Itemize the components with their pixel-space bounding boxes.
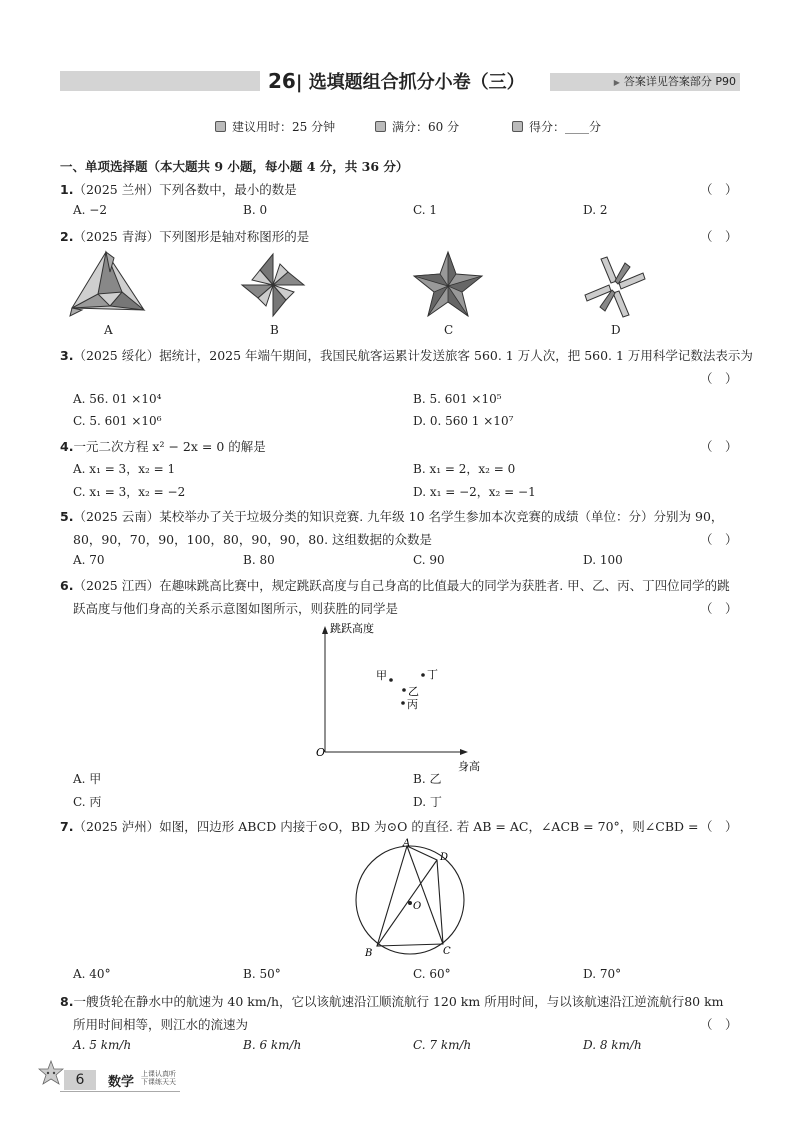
- answer-paren: （ ）: [700, 439, 738, 454]
- figure-label-c: C: [444, 323, 454, 337]
- figure-c: [412, 250, 484, 318]
- option-d: D. 0. 560 1 ×10⁷: [413, 414, 514, 428]
- score-field-text: 得分：____分: [529, 120, 602, 134]
- score-icon: [375, 121, 386, 132]
- header-bar-left: [60, 71, 260, 91]
- option-b: B. 5. 601 ×10⁵: [413, 392, 502, 406]
- question-6-line2: 跃高度与他们身高的关系示意图如图所示，则获胜的同学是: [73, 601, 399, 616]
- y-axis-arrow: [322, 626, 328, 634]
- option-c: C. 丙: [73, 795, 102, 809]
- answer-paren: （ ）: [700, 371, 738, 386]
- question-text: （2025 泸州）如图，四边形 ABCD 内接于⊙O，BD 为⊙O 的直径. 若 AB = AC，∠ACB = 70°，则∠CBD =: [73, 819, 699, 834]
- point-ding: [421, 673, 425, 677]
- question-text: （2025 兰州）下列各数中，最小的数是: [73, 182, 297, 197]
- point-jia-label: 甲: [376, 669, 387, 682]
- question-8-line2: 所用时间相等，则江水的流速为: [73, 1017, 249, 1032]
- question-number: 1.: [60, 182, 74, 197]
- question-3: [60, 346, 753, 364]
- answer-paren: （ ）: [700, 819, 738, 834]
- suggested-time: [215, 118, 335, 135]
- question-8: [60, 992, 724, 1010]
- title-divider: |: [295, 72, 309, 93]
- option-b: B. 80: [243, 553, 275, 567]
- origin-label: O: [316, 746, 326, 759]
- score-field: [512, 118, 601, 135]
- answer-paren: （ ）: [700, 229, 738, 244]
- figure-b: [240, 252, 306, 318]
- title-text: 选填题组合抓分小卷（三）: [308, 72, 525, 93]
- mascot-star-icon: [38, 1060, 64, 1086]
- x-axis-label: 身高: [458, 760, 480, 773]
- page-title: [268, 68, 525, 94]
- full-score: [375, 118, 459, 135]
- triangle-icon: ▶: [613, 78, 620, 87]
- suggested-time-text: 建议用时：25 分钟: [232, 120, 336, 134]
- option-c: C. 90: [413, 553, 445, 567]
- option-b: B. 乙: [413, 772, 442, 786]
- label-a: A: [403, 838, 411, 849]
- point-yi: [402, 688, 406, 692]
- figure-d: [582, 256, 648, 318]
- label-b: B: [365, 948, 373, 959]
- question-2: [60, 227, 309, 245]
- question-number: 3.: [60, 348, 74, 363]
- answer-paren: （ ）: [700, 1017, 738, 1032]
- option-a: A. 56. 01 ×10⁴: [73, 392, 162, 406]
- option-a: A. 40°: [73, 967, 111, 981]
- unit-number: 26: [268, 69, 296, 93]
- jump-height-diagram: [300, 618, 500, 776]
- option-c: C. 60°: [413, 967, 451, 981]
- figure-label-d: D: [611, 323, 621, 337]
- figure-a: [66, 248, 150, 320]
- clock-icon: [215, 121, 226, 132]
- footer-slogan-line1: 上课认真听: [141, 1070, 176, 1078]
- question-text: （2025 青海）下列图形是轴对称图形的是: [73, 229, 310, 244]
- option-c: C. 1: [413, 203, 438, 217]
- question-5: [60, 507, 723, 525]
- point-bing: [401, 701, 405, 705]
- point-yi-label: 乙: [408, 685, 419, 698]
- question-7: [60, 817, 698, 835]
- question-number: 6.: [60, 578, 74, 593]
- footer-rule: [60, 1091, 180, 1092]
- question-5-line2: 80，90，70，90，100，80，90，90，80. 这组数据的众数是: [73, 532, 433, 547]
- option-b: B. 50°: [243, 967, 281, 981]
- subject-label: 数学: [108, 1075, 135, 1090]
- footer-slogan-line2: 下课练天天: [141, 1078, 176, 1086]
- question-text: （2025 江西）在趣味跳高比赛中，规定跳跃高度与自己身高的比值最大的同学为获胜者. 甲、乙、丙、丁四位同学的跳: [73, 578, 730, 593]
- center-o: [408, 901, 412, 905]
- option-b: B. x₁ = 2，x₂ = 0: [413, 462, 516, 476]
- question-number: 4.: [60, 439, 74, 454]
- label-d: D: [440, 852, 449, 863]
- question-number: 5.: [60, 509, 74, 524]
- page-number: 6: [64, 1070, 96, 1090]
- question-number: 7.: [60, 819, 74, 834]
- question-number: 8.: [60, 994, 74, 1009]
- label-c: C: [443, 946, 451, 957]
- point-bing-label: 丙: [407, 698, 418, 711]
- figure-label-b: B: [270, 323, 279, 337]
- question-1: [60, 180, 297, 198]
- option-d: D. 丁: [413, 795, 442, 809]
- option-a: A. x₁ = 3，x₂ = 1: [73, 462, 176, 476]
- option-c: C. x₁ = 3，x₂ = −2: [73, 485, 186, 499]
- point-ding-label: 丁: [427, 668, 438, 681]
- answer-reference: [550, 73, 740, 91]
- answer-reference-text: 答案详见答案部分 P90: [623, 75, 736, 88]
- point-jia: [389, 678, 393, 682]
- figure-label-a: A: [104, 323, 113, 337]
- y-axis-label: 跳跃高度: [330, 622, 374, 635]
- option-d: D. 8 km/h: [583, 1038, 642, 1052]
- label-o: O: [413, 901, 422, 912]
- question-number: 2.: [60, 229, 74, 244]
- option-a: A. 5 km/h: [73, 1038, 132, 1052]
- full-score-text: 满分：60 分: [392, 120, 460, 134]
- section-heading: 一、单项选择题（本大题共 9 小题，每小题 4 分，共 36 分）: [60, 159, 409, 174]
- option-d: D. x₁ = −2，x₂ = −1: [413, 485, 536, 499]
- option-a: A. −2: [73, 203, 107, 217]
- option-d: D. 100: [583, 553, 623, 567]
- option-d: D. 70°: [583, 967, 622, 981]
- pen-icon: [512, 121, 523, 132]
- question-text: （2025 云南）某校举办了关于垃圾分类的知识竞赛. 九年级 10 名学生参加本次竞赛的成绩（单位：分）分别为 90，: [73, 509, 724, 524]
- question-6: [60, 576, 730, 594]
- question-text: （2025 绥化）据统计，2025 年端午期间，我国民航客运累计发送旅客 560. 1 万人次，把 560. 1 万用科学记数法表示为: [73, 348, 753, 363]
- answer-paren: （ ）: [700, 182, 738, 197]
- circle-diagram: [350, 836, 470, 964]
- option-c: C. 7 km/h: [413, 1038, 472, 1052]
- option-a: A. 70: [73, 553, 105, 567]
- x-axis-arrow: [460, 749, 468, 755]
- question-text: 一艘货轮在静水中的航速为 40 km/h，它以该航速沿江顺流航行 120 km 所用时间，与以该航速沿江逆流航行80 km: [73, 994, 724, 1009]
- option-c: C. 5. 601 ×10⁶: [73, 414, 162, 428]
- option-b: B. 0: [243, 203, 268, 217]
- question-text: 一元二次方程 x² − 2x = 0 的解是: [73, 439, 266, 454]
- option-a: A. 甲: [73, 772, 102, 786]
- answer-paren: （ ）: [700, 532, 738, 547]
- option-b: B. 6 km/h: [243, 1038, 302, 1052]
- option-d: D. 2: [583, 203, 608, 217]
- answer-paren: （ ）: [700, 601, 738, 616]
- footer-slogan: [141, 1070, 176, 1086]
- question-4: [60, 437, 266, 455]
